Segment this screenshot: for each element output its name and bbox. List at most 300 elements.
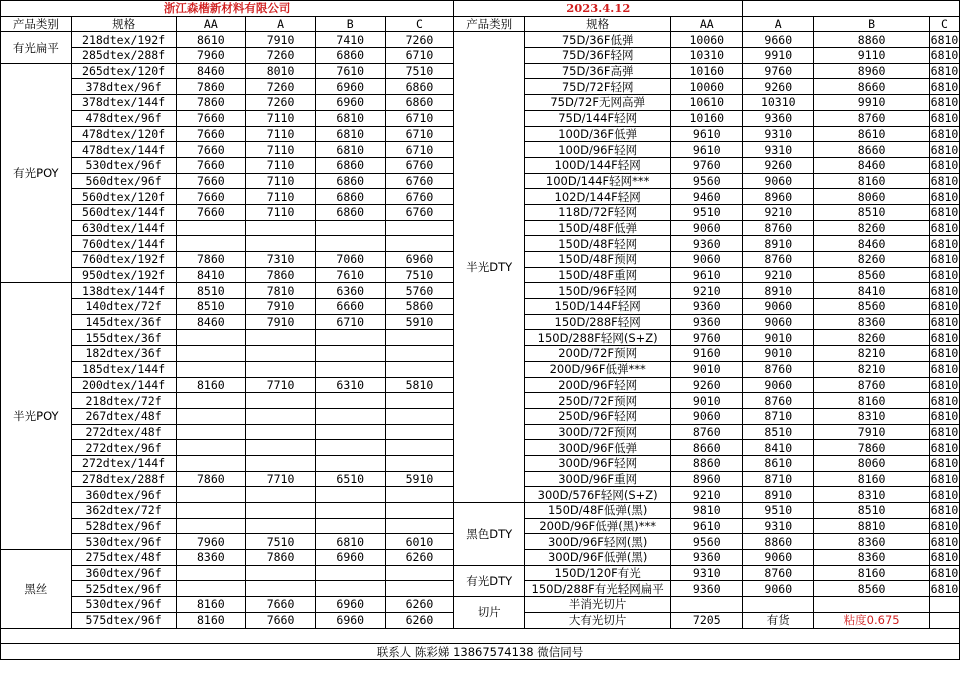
price-cell (315, 220, 385, 236)
price-cell: 6810 (930, 409, 959, 424)
price-cell (176, 455, 246, 471)
spec-cell: 150D/48F低弹(黑) (525, 503, 671, 519)
price-cell: 有货 (743, 612, 814, 628)
price-cell (385, 393, 454, 409)
price-cell: 7910 (246, 299, 316, 315)
header-grade-c: C (929, 16, 959, 32)
spec-cell: 150D/120F有光 (525, 565, 671, 581)
price-cell: 10310 (671, 48, 743, 64)
price-cell: 9210 (743, 204, 814, 220)
spec-cell: 75D/36F低弹 (525, 32, 671, 48)
price-cell: 8760 (743, 565, 814, 581)
price-cell: 9610 (671, 142, 743, 158)
price-cell: 6710 (315, 314, 385, 330)
price-cell (246, 424, 316, 440)
spec-cell: 362dtex/72f (71, 503, 176, 519)
price-cell: 7860 (814, 440, 930, 456)
price-cell (176, 346, 246, 362)
spec-cell: 265dtex/120f (71, 63, 176, 79)
price-cell: 8260 (814, 220, 930, 236)
price-cell: 8910 (743, 236, 814, 252)
price-cell (385, 518, 454, 534)
spec-cell: 大有光切片 (525, 612, 671, 628)
spec-cell: 150D/48F低弹 (525, 220, 671, 236)
header-grade-c: C (385, 16, 454, 32)
price-cell (385, 487, 454, 503)
price-cell: 9910 (743, 48, 814, 64)
price-cell (246, 518, 316, 534)
price-cell: 7610 (315, 267, 385, 283)
price-cell: 6760 (385, 157, 454, 173)
price-cell: 8060 (814, 189, 930, 205)
price-cell: 6960 (385, 252, 454, 268)
spec-cell: 145dtex/36f (71, 314, 176, 330)
price-cell (176, 581, 246, 597)
price-cell: 9360 (671, 299, 743, 315)
price-cell: 7110 (246, 157, 316, 173)
price-cell: 8010 (246, 63, 316, 79)
spec-cell: 950dtex/192f (71, 267, 176, 283)
price-cell (315, 518, 385, 534)
price-cell: 6810 (930, 268, 959, 283)
spec-cell: 272dtex/48f (71, 424, 176, 440)
price-cell: 9360 (743, 110, 814, 126)
price-cell (315, 503, 385, 519)
price-cell: 7860 (176, 252, 246, 268)
price-cell: 6810 (930, 236, 959, 251)
spec-cell: 75D/36F轻网 (525, 48, 671, 64)
price-cell: 6860 (385, 79, 454, 95)
spec-cell: 200D/96F轻网 (525, 377, 671, 393)
price-cell: 9110 (814, 48, 930, 64)
price-cell: 6810 (930, 315, 959, 330)
price-cell: 9010 (743, 346, 814, 362)
price-cell: 9610 (671, 267, 743, 283)
sheet-date: 2023.4.12 (454, 1, 743, 17)
category-label: 黑丝 (1, 550, 72, 628)
price-cell (385, 440, 454, 456)
price-cell: 8360 (814, 534, 930, 550)
spec-cell: 118D/72F轻网 (525, 204, 671, 220)
header-grade-aa: AA (671, 16, 743, 32)
spec-cell: 150D/48F预网 (525, 252, 671, 268)
company-title: 浙江森楷新材料有限公司 (1, 1, 454, 17)
spec-cell: 630dtex/144f (71, 220, 176, 236)
category-label: 切片 (454, 597, 525, 628)
price-cell: 8510 (814, 503, 930, 519)
price-cell (315, 487, 385, 503)
spec-cell: 760dtex/192f (71, 252, 176, 268)
price-cell: 6810 (930, 377, 959, 392)
spec-cell: 218dtex/72f (71, 393, 176, 409)
price-cell (385, 408, 454, 424)
spec-cell: 140dtex/72f (71, 299, 176, 315)
price-cell: 9060 (743, 377, 814, 393)
price-cell: 6810 (930, 252, 959, 267)
sheet-row (1, 503, 960, 519)
price-cell: 9510 (743, 503, 814, 519)
sheet-row (1, 16, 960, 32)
price-cell: 6860 (315, 157, 385, 173)
price-cell: 6260 (385, 612, 454, 628)
price-cell: 9610 (671, 518, 743, 534)
spec-cell: 182dtex/36f (71, 346, 176, 362)
price-cell: 6860 (385, 95, 454, 111)
price-cell: 8060 (814, 455, 930, 471)
price-cell (246, 361, 316, 377)
price-cell: 9610 (671, 126, 743, 142)
price-cell: 8410 (743, 440, 814, 456)
price-cell: 9360 (671, 550, 743, 566)
spec-cell: 75D/72F轻网 (525, 79, 671, 95)
price-cell: 9210 (671, 487, 743, 503)
price-cell: 8910 (743, 283, 814, 299)
price-cell: 7910 (246, 314, 316, 330)
price-cell: 8810 (814, 518, 930, 534)
price-cell: 6960 (315, 95, 385, 111)
price-cell: 7205 (671, 612, 743, 628)
price-cell: 7110 (246, 126, 316, 142)
price-cell: 10160 (671, 63, 743, 79)
price-cell: 6960 (315, 612, 385, 628)
spec-cell: 100D/144F轻网 (525, 157, 671, 173)
price-cell: 9060 (671, 220, 743, 236)
price-cell (385, 346, 454, 362)
price-cell: 9810 (671, 503, 743, 519)
price-cell (246, 440, 316, 456)
spec-cell: 285dtex/288f (71, 48, 176, 64)
price-cell: 8160 (814, 471, 930, 487)
header-grade-b: B (814, 16, 930, 32)
price-cell: 6810 (315, 110, 385, 126)
price-cell (385, 581, 454, 597)
price-cell: 8960 (814, 63, 930, 79)
price-cell: 8360 (814, 550, 930, 566)
price-cell: 8710 (743, 408, 814, 424)
price-cell: 6010 (385, 534, 454, 550)
price-cell: 6810 (930, 205, 959, 220)
price-cell: 6710 (385, 142, 454, 158)
price-cell: 8160 (814, 565, 930, 581)
spec-cell: 275dtex/48f (71, 550, 176, 566)
price-cell (176, 361, 246, 377)
price-cell: 8760 (814, 377, 930, 393)
price-cell (814, 597, 930, 613)
price-cell: 8660 (814, 142, 930, 158)
price-cell: 8410 (814, 283, 930, 299)
price-cell (246, 236, 316, 252)
price-cell: 6860 (315, 189, 385, 205)
price-cell: 8510 (814, 204, 930, 220)
price-cell: 7660 (246, 612, 316, 628)
price-cell: 6810 (930, 189, 959, 204)
header-grade-aa: AA (176, 16, 246, 32)
price-cell: 10060 (671, 79, 743, 95)
price-cell (176, 440, 246, 456)
empty-cell (1, 628, 960, 644)
price-cell: 10160 (671, 110, 743, 126)
price-cell: 9060 (671, 252, 743, 268)
price-cell: 9060 (743, 314, 814, 330)
spec-cell: 560dtex/96f (71, 173, 176, 189)
price-cell: 6710 (385, 110, 454, 126)
price-cell: 7860 (246, 267, 316, 283)
price-cell (176, 503, 246, 519)
price-cell: 7860 (176, 95, 246, 111)
spec-cell: 530dtex/96f (71, 597, 176, 613)
price-cell: 6810 (930, 126, 959, 141)
price-cell (385, 455, 454, 471)
spec-cell: 560dtex/144f (71, 204, 176, 220)
price-cell: 7860 (246, 550, 316, 566)
price-cell: 8160 (176, 612, 246, 628)
price-cell: 6960 (315, 597, 385, 613)
spec-cell: 300D/96F重网 (525, 471, 671, 487)
price-cell (315, 424, 385, 440)
price-cell: 8260 (814, 252, 930, 268)
price-cell (176, 487, 246, 503)
price-cell: 9060 (743, 581, 814, 597)
spec-cell: 267dtex/48f (71, 408, 176, 424)
price-cell: 9360 (671, 236, 743, 252)
price-cell: 6960 (315, 550, 385, 566)
spec-cell: 360dtex/96f (71, 487, 176, 503)
price-cell: 9010 (671, 393, 743, 409)
price-cell: 6810 (930, 111, 959, 126)
price-cell: 7660 (176, 204, 246, 220)
price-cell: 9260 (743, 157, 814, 173)
spec-cell: 300D/96F低弹 (525, 440, 671, 456)
price-cell (929, 612, 959, 628)
price-cell: 7860 (176, 79, 246, 95)
price-cell: 9310 (743, 518, 814, 534)
price-cell: 5910 (385, 471, 454, 487)
price-cell: 6810 (930, 471, 959, 486)
price-cell: 9660 (743, 32, 814, 48)
price-cell: 8710 (743, 471, 814, 487)
price-cell: 8910 (743, 487, 814, 503)
spec-cell: 300D/72F预网 (525, 424, 671, 440)
price-cell: 7960 (176, 48, 246, 64)
price-cell: 9060 (743, 299, 814, 315)
spec-cell: 300D/96F轻网(黑) (525, 534, 671, 550)
spec-cell: 200D/72F预网 (525, 346, 671, 362)
price-cell: 9360 (671, 581, 743, 597)
price-cell: 8760 (743, 220, 814, 236)
price-cell (315, 565, 385, 581)
price-cell: 7110 (246, 173, 316, 189)
spec-cell: 150D/288F有光轻网扁平 (525, 581, 671, 597)
price-cell: 6810 (930, 362, 959, 377)
price-cell: 6860 (315, 204, 385, 220)
price-cell: 8660 (671, 440, 743, 456)
price-cell: 7910 (814, 424, 930, 440)
price-cell (315, 581, 385, 597)
spec-cell: 272dtex/144f (71, 455, 176, 471)
price-cell: 9060 (743, 550, 814, 566)
price-cell: 6810 (315, 142, 385, 158)
spec-cell: 530dtex/96f (71, 157, 176, 173)
price-cell (246, 487, 316, 503)
category-label: 有光POY (1, 63, 72, 283)
category-label: 半光DTY (454, 32, 525, 503)
price-cell: 8310 (814, 408, 930, 424)
price-cell: 9560 (671, 534, 743, 550)
price-cell: 8860 (671, 455, 743, 471)
price-cell: 8460 (814, 236, 930, 252)
price-cell: 9160 (671, 346, 743, 362)
price-cell: 6310 (315, 377, 385, 393)
spec-cell: 478dtex/96f (71, 110, 176, 126)
price-cell (246, 565, 316, 581)
price-cell: 8160 (814, 393, 930, 409)
price-cell: 9060 (743, 173, 814, 189)
price-cell (385, 424, 454, 440)
price-cell (176, 236, 246, 252)
price-cell: 6810 (930, 519, 959, 534)
price-cell (176, 424, 246, 440)
price-cell: 6810 (315, 126, 385, 142)
price-cell (246, 330, 316, 346)
price-cell: 6810 (930, 440, 959, 455)
price-cell (315, 408, 385, 424)
price-cell: 7810 (246, 283, 316, 299)
price-cell: 9210 (671, 283, 743, 299)
price-cell: 8210 (814, 346, 930, 362)
price-cell (246, 455, 316, 471)
price-cell: 7910 (246, 32, 316, 48)
price-cell (246, 220, 316, 236)
header-spec: 规格 (525, 16, 671, 32)
price-cell: 7660 (176, 126, 246, 142)
price-cell: 6810 (930, 503, 959, 518)
price-cell (385, 330, 454, 346)
spec-cell: 100D/36F低弹 (525, 126, 671, 142)
price-cell: 10610 (671, 95, 743, 111)
price-cell: 6810 (930, 48, 959, 63)
spec-cell: 218dtex/192f (71, 32, 176, 48)
price-cell: 9910 (814, 95, 930, 111)
price-cell (385, 503, 454, 519)
spec-cell: 150D/96F轻网 (525, 283, 671, 299)
header-grade-a: A (246, 16, 316, 32)
spec-cell: 760dtex/144f (71, 236, 176, 252)
price-cell: 7310 (246, 252, 316, 268)
price-cell: 6760 (385, 204, 454, 220)
price-cell: 9010 (743, 330, 814, 346)
price-cell: 6810 (930, 173, 959, 188)
header-grade-a: A (743, 16, 814, 32)
price-cell: 7660 (176, 110, 246, 126)
price-cell (315, 236, 385, 252)
price-cell: 6810 (930, 32, 959, 47)
price-cell: 7510 (385, 63, 454, 79)
price-cell: 7260 (246, 48, 316, 64)
price-cell: 8610 (814, 126, 930, 142)
price-cell: 7260 (246, 95, 316, 111)
price-cell: 8410 (176, 267, 246, 283)
spec-cell: 528dtex/96f (71, 518, 176, 534)
price-cell: 6360 (315, 283, 385, 299)
price-cell: 8510 (743, 424, 814, 440)
price-cell (246, 346, 316, 362)
price-cell: 8760 (743, 252, 814, 268)
price-cell: 8460 (814, 157, 930, 173)
price-cell (246, 503, 316, 519)
price-cell: 5810 (385, 377, 454, 393)
price-cell: 6810 (930, 95, 959, 110)
price-cell (176, 408, 246, 424)
price-cell: 6810 (930, 550, 959, 565)
price-cell (246, 393, 316, 409)
price-cell (176, 518, 246, 534)
price-cell: 6760 (385, 189, 454, 205)
price-cell: 9560 (671, 173, 743, 189)
price-cell: 7410 (315, 32, 385, 48)
spec-cell: 200dtex/144f (71, 377, 176, 393)
category-label: 有光扁平 (1, 32, 72, 63)
price-cell: 6660 (315, 299, 385, 315)
spec-cell: 200D/96F低弹*** (525, 361, 671, 377)
price-cell: 7110 (246, 189, 316, 205)
header-category: 产品类别 (454, 16, 525, 32)
price-cell: 7710 (246, 471, 316, 487)
price-cell (385, 220, 454, 236)
price-cell: 7260 (246, 79, 316, 95)
price-cell (385, 236, 454, 252)
price-cell: 8610 (743, 455, 814, 471)
price-cell: 6860 (315, 173, 385, 189)
price-cell: 8160 (176, 377, 246, 393)
price-cell: 8860 (814, 32, 930, 48)
price-cell: 7710 (246, 377, 316, 393)
price-cell (743, 597, 814, 613)
price-cell: 8360 (176, 550, 246, 566)
price-cell: 8460 (176, 63, 246, 79)
price-cell: 8960 (671, 471, 743, 487)
price-cell: 8560 (814, 581, 930, 597)
sheet-row (1, 32, 960, 48)
spec-cell: 半消光切片 (525, 597, 671, 613)
price-cell: 6810 (930, 487, 959, 502)
price-cell (385, 565, 454, 581)
price-cell (315, 440, 385, 456)
spec-cell: 150D/48F轻网 (525, 236, 671, 252)
spec-cell: 138dtex/144f (71, 283, 176, 299)
price-cell: 6810 (930, 566, 959, 581)
sheet-row (1, 565, 960, 581)
price-cell: 8860 (743, 534, 814, 550)
price-cell (176, 393, 246, 409)
price-cell: 8510 (176, 299, 246, 315)
spec-cell: 150D/144F轻网 (525, 299, 671, 315)
price-cell (315, 455, 385, 471)
price-cell (176, 565, 246, 581)
price-cell: 8960 (743, 189, 814, 205)
spec-cell: 100D/144F轻网*** (525, 173, 671, 189)
price-cell: 6810 (930, 424, 959, 439)
price-cell: 8460 (176, 314, 246, 330)
spec-cell: 75D/72F无网高弹 (525, 95, 671, 111)
price-cell: 7660 (176, 189, 246, 205)
price-cell: 7960 (176, 534, 246, 550)
price-cell: 7660 (176, 142, 246, 158)
price-cell: 6810 (930, 534, 959, 549)
price-cell: 7860 (176, 471, 246, 487)
price-cell: 7660 (176, 173, 246, 189)
spec-cell: 478dtex/120f (71, 126, 176, 142)
price-cell: 9210 (743, 267, 814, 283)
